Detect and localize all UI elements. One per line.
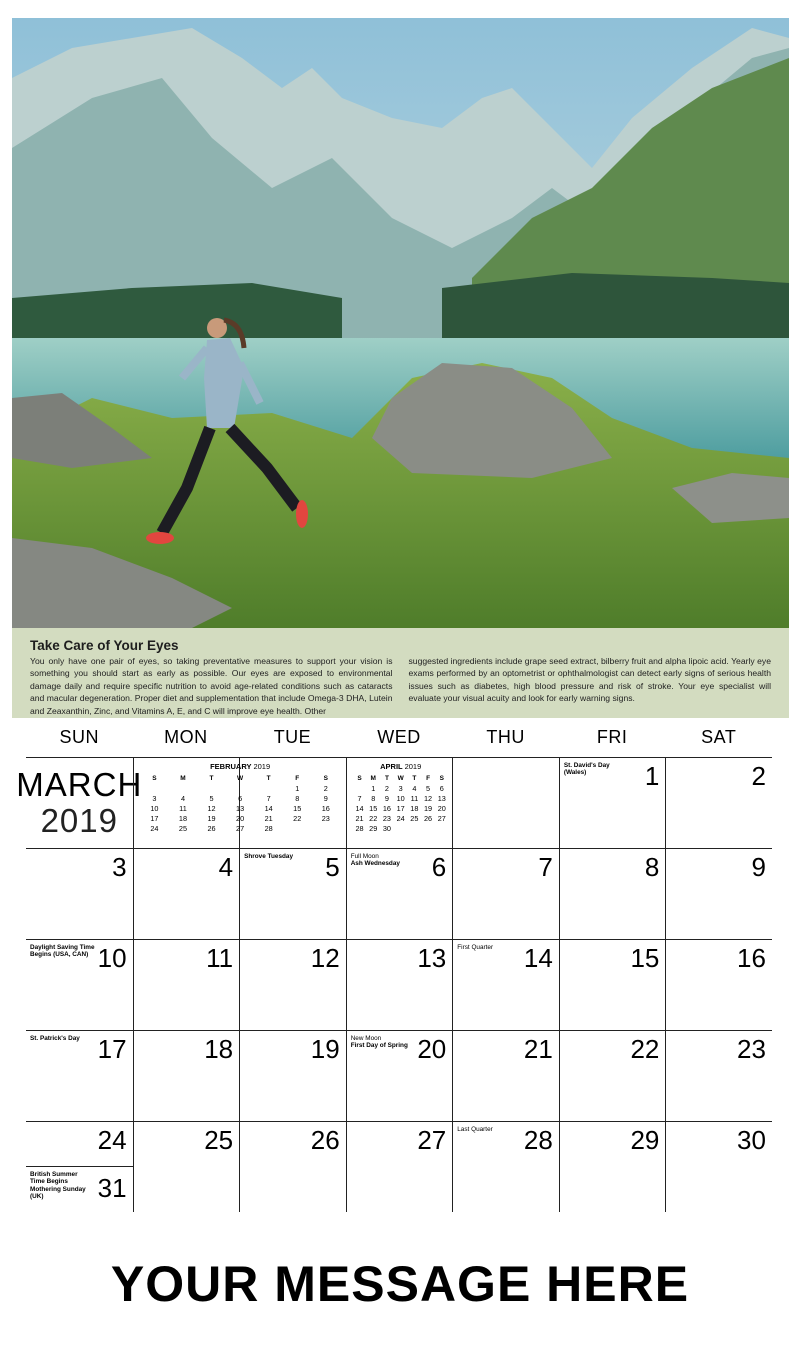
mini-day: 9 (323, 793, 328, 803)
weekday-tue: TUE (273, 727, 312, 747)
mini-day: 7 (266, 793, 271, 803)
hero-photo (12, 18, 789, 628)
article-panel (12, 628, 789, 718)
mini-day (353, 783, 367, 793)
mini-day (408, 823, 422, 833)
mini-day: 18 (410, 803, 419, 813)
mini-day: 1 (371, 783, 376, 793)
mini-feb-table (140, 773, 340, 833)
day-cell-24-31 (26, 1121, 133, 1212)
mini-day: 2 (323, 783, 328, 793)
day-number: 26 (310, 1125, 340, 1155)
moon-phase-text: Full Moon (350, 853, 379, 860)
mini-weekday: S (323, 774, 328, 782)
holiday-text: Ash Wednesday (350, 860, 400, 868)
day-number: 23 (737, 1034, 766, 1064)
weekday-wed: WED (377, 727, 421, 747)
mini-day: 23 (321, 813, 330, 823)
day-number: 2 (751, 761, 766, 791)
mini-day (197, 783, 226, 793)
mini-weekday: S (439, 774, 444, 782)
day-cell-4 (133, 848, 240, 939)
mini-day: 21 (355, 813, 364, 823)
mini-day (169, 783, 198, 793)
day-cell-3 (26, 848, 133, 939)
mini-day: 11 (410, 793, 419, 803)
mini-weekday: W (237, 774, 244, 782)
mini-day: 27 (437, 813, 446, 823)
mini-apr-table (353, 773, 449, 833)
mini-day: 17 (150, 813, 159, 823)
month-grid (16, 757, 772, 1212)
mini-calendar-prev (150, 757, 346, 848)
day-number: 9 (751, 852, 766, 882)
mini-day: 2 (384, 783, 389, 793)
day-number: 27 (417, 1125, 447, 1155)
mini-feb-name: FEBRUARY (210, 762, 252, 771)
day-cell-6 (346, 848, 453, 939)
day-cell-7 (452, 848, 559, 939)
mini-day (283, 823, 312, 833)
mini-day: 10 (150, 803, 159, 813)
holiday-text: First Day of Spring (350, 1042, 408, 1050)
day-cell-8 (559, 848, 666, 939)
day-cell-18 (133, 1030, 240, 1121)
mini-february (140, 762, 340, 833)
mini-day: 13 (236, 803, 245, 813)
weekday-thu: THU (486, 727, 525, 747)
mini-day: 8 (371, 793, 376, 803)
mini-day: 24 (396, 813, 405, 823)
mini-day: 28 (264, 823, 273, 833)
split-divider (26, 1166, 133, 1167)
mini-day: 29 (369, 823, 378, 833)
day-number: 29 (630, 1125, 660, 1155)
day-number: 19 (310, 1034, 340, 1064)
mini-day: 4 (412, 783, 417, 793)
mini-weekday: T (209, 774, 214, 782)
mini-weekday: T (266, 774, 271, 782)
weekday-sun: SUN (59, 727, 100, 747)
day-cell-11 (133, 939, 240, 1030)
day-number: 7 (538, 852, 553, 882)
mini-day (421, 823, 435, 833)
mini-day (312, 823, 341, 833)
holiday-note: Daylight Saving Time Begins (USA, CAN) (30, 944, 95, 959)
mini-day: 13 (437, 793, 446, 803)
day-number: 31 (97, 1173, 127, 1203)
mini-day: 26 (423, 813, 433, 823)
day-cell-1 (559, 757, 666, 848)
day-cell-20 (346, 1030, 453, 1121)
mini-day (435, 823, 449, 833)
day-cell-29 (559, 1121, 666, 1212)
mini-day: 5 (426, 783, 431, 793)
day-number: 15 (630, 943, 660, 973)
mini-apr-name: APRIL (380, 762, 403, 771)
holiday-note: British Summer Time Begins Mothering Sunday (UK) (30, 1171, 86, 1201)
weekday-header (26, 727, 772, 757)
day-number: 3 (112, 852, 127, 882)
mini-calendar-next (346, 757, 453, 848)
mini-day: 18 (178, 813, 188, 823)
day-number: 5 (325, 852, 340, 882)
moon-phase-note (351, 1035, 408, 1050)
mini-day: 3 (152, 793, 157, 803)
day-number: 1 (644, 761, 660, 791)
day-number: 4 (218, 852, 234, 882)
day-cell-28 (452, 1121, 559, 1212)
day-cell-27 (346, 1121, 453, 1212)
day-cell-5 (239, 848, 346, 939)
mini-day: 19 (207, 813, 216, 823)
day-number: 17 (97, 1034, 127, 1064)
day-number: 10 (97, 943, 127, 973)
month-title-cell (16, 757, 143, 848)
holiday-note: St. David's Day (Wales) (563, 762, 610, 777)
mini-day: 21 (264, 813, 273, 823)
mini-day: 5 (209, 793, 214, 803)
day-cell-2 (665, 757, 772, 848)
day-cell-30 (665, 1121, 772, 1212)
mini-day: 22 (369, 813, 378, 823)
month-year: 2019 (40, 802, 118, 839)
month-name: MARCH (16, 766, 143, 803)
mini-weekday: S (357, 774, 362, 782)
mini-weekday: T (384, 774, 389, 782)
mini-weekday: F (295, 774, 300, 782)
mini-day: 20 (236, 813, 245, 823)
moon-phase-note: Last Quarter (457, 1126, 493, 1133)
day-number: 16 (737, 943, 766, 973)
day-number: 22 (630, 1034, 660, 1064)
mini-day: 15 (293, 803, 302, 813)
mini-day: 14 (355, 803, 364, 813)
mini-day: 26 (207, 823, 216, 833)
day-cell-21 (452, 1030, 559, 1121)
day-number: 30 (737, 1125, 766, 1155)
mini-day: 6 (439, 783, 444, 793)
mini-day: 14 (264, 803, 273, 813)
weekday-mon: MON (164, 727, 208, 747)
article-title: Take Care of Your Eyes (30, 638, 179, 653)
mini-april (353, 762, 449, 833)
calendar (16, 727, 772, 1212)
day-cell-23 (665, 1030, 772, 1121)
mini-day (394, 823, 408, 833)
mini-day: 17 (396, 803, 405, 813)
day-number: 6 (431, 852, 447, 882)
mini-day: 6 (238, 793, 243, 803)
mountain-lake-runner-image (12, 18, 789, 628)
article-text-col1: You only have one pair of eyes, so taking preventative measures to support your vision is something you should start as early as possible. Our eyes are exposed to environmental damage daily and require specific nutrition to avoid age-related conditions such as cataracts and macular degeneration. Proper diet and supplementation that include Omega-3 DHA, Lutein and Zeaxanthin, Zinc, and Vitamins A, E, and C will improve eye health. Other (30, 656, 393, 716)
day-number: 11 (206, 943, 234, 973)
mini-day: 22 (293, 813, 302, 823)
day-cell-13 (346, 939, 453, 1030)
day-cell-14 (452, 939, 559, 1030)
day-cell-22 (559, 1030, 666, 1121)
mini-day: 11 (179, 803, 187, 813)
day-cell-16 (665, 939, 772, 1030)
holiday-note: Shrove Tuesday (244, 853, 294, 860)
day-cell-25 (133, 1121, 240, 1212)
mini-day: 7 (357, 793, 362, 803)
mini-apr-year: 2019 (404, 762, 422, 771)
mini-day: 25 (178, 823, 188, 833)
day-number: 21 (523, 1034, 553, 1064)
day-cell-9 (665, 848, 772, 939)
day-cell-17 (26, 1030, 133, 1121)
footer-message: YOUR MESSAGE HERE (110, 1256, 690, 1312)
mini-day: 12 (207, 803, 216, 813)
day-number: 8 (644, 852, 660, 882)
day-cell-19 (239, 1030, 346, 1121)
mini-day: 1 (295, 783, 300, 793)
mini-day: 27 (236, 823, 245, 833)
day-number: 28 (523, 1125, 553, 1155)
day-number: 13 (417, 943, 447, 973)
moon-phase-note: First Quarter (457, 944, 494, 951)
mini-day: 10 (396, 793, 405, 803)
mini-day: 23 (382, 813, 391, 823)
mini-day: 30 (382, 823, 391, 833)
mini-weekday: T (412, 774, 417, 782)
mini-day: 16 (321, 803, 330, 813)
mini-day: 15 (369, 803, 378, 813)
mini-weekday: W (397, 774, 404, 782)
mini-weekday: F (426, 774, 431, 782)
day-cell-26 (239, 1121, 346, 1212)
day-number: 14 (523, 943, 553, 973)
mini-day: 19 (423, 803, 433, 813)
moon-phase-text: New Moon (350, 1035, 382, 1042)
day-cell-10 (26, 939, 133, 1030)
mini-day: 4 (180, 793, 185, 803)
mini-day: 8 (295, 793, 300, 803)
mini-weekday: S (152, 774, 157, 782)
moon-phase-note (351, 853, 400, 868)
day-number: 20 (417, 1034, 447, 1064)
day-number: 18 (204, 1034, 234, 1064)
mini-day (140, 783, 169, 793)
day-number: 25 (204, 1125, 234, 1155)
mini-day: 20 (437, 803, 446, 813)
mini-day: 12 (423, 793, 433, 803)
mini-day: 16 (382, 803, 391, 813)
weekday-sat: SAT (701, 727, 737, 747)
mini-day: 28 (355, 823, 364, 833)
mini-day: 24 (150, 823, 159, 833)
mini-feb-year: 2019 (253, 762, 271, 771)
mini-day: 25 (410, 813, 419, 823)
mini-weekday: M (180, 774, 186, 782)
mini-day: 9 (384, 793, 389, 803)
day-number: 12 (310, 943, 340, 973)
mini-day: 3 (398, 783, 403, 793)
day-cell-12 (239, 939, 346, 1030)
day-cell-15 (559, 939, 666, 1030)
day-number: 24 (97, 1125, 127, 1155)
mini-weekday: M (370, 774, 376, 782)
mini-day (226, 783, 255, 793)
holiday-note: St. Patrick's Day (30, 1035, 80, 1042)
empty-cell (452, 757, 559, 848)
mini-day (254, 783, 283, 793)
weekday-fri: FRI (596, 727, 628, 747)
article-text-col2: suggested ingredients include grape seed extract, bilberry fruit and alpha lipoic acid. Yearly eye exams performed by an optometrist or ophthalmologist can detect early signs of serious health issues such as diabetes, high blood pressure and risk of stroke. Your eye specialist will evaluate your visual acuity and look for early warning signs. (408, 656, 771, 704)
